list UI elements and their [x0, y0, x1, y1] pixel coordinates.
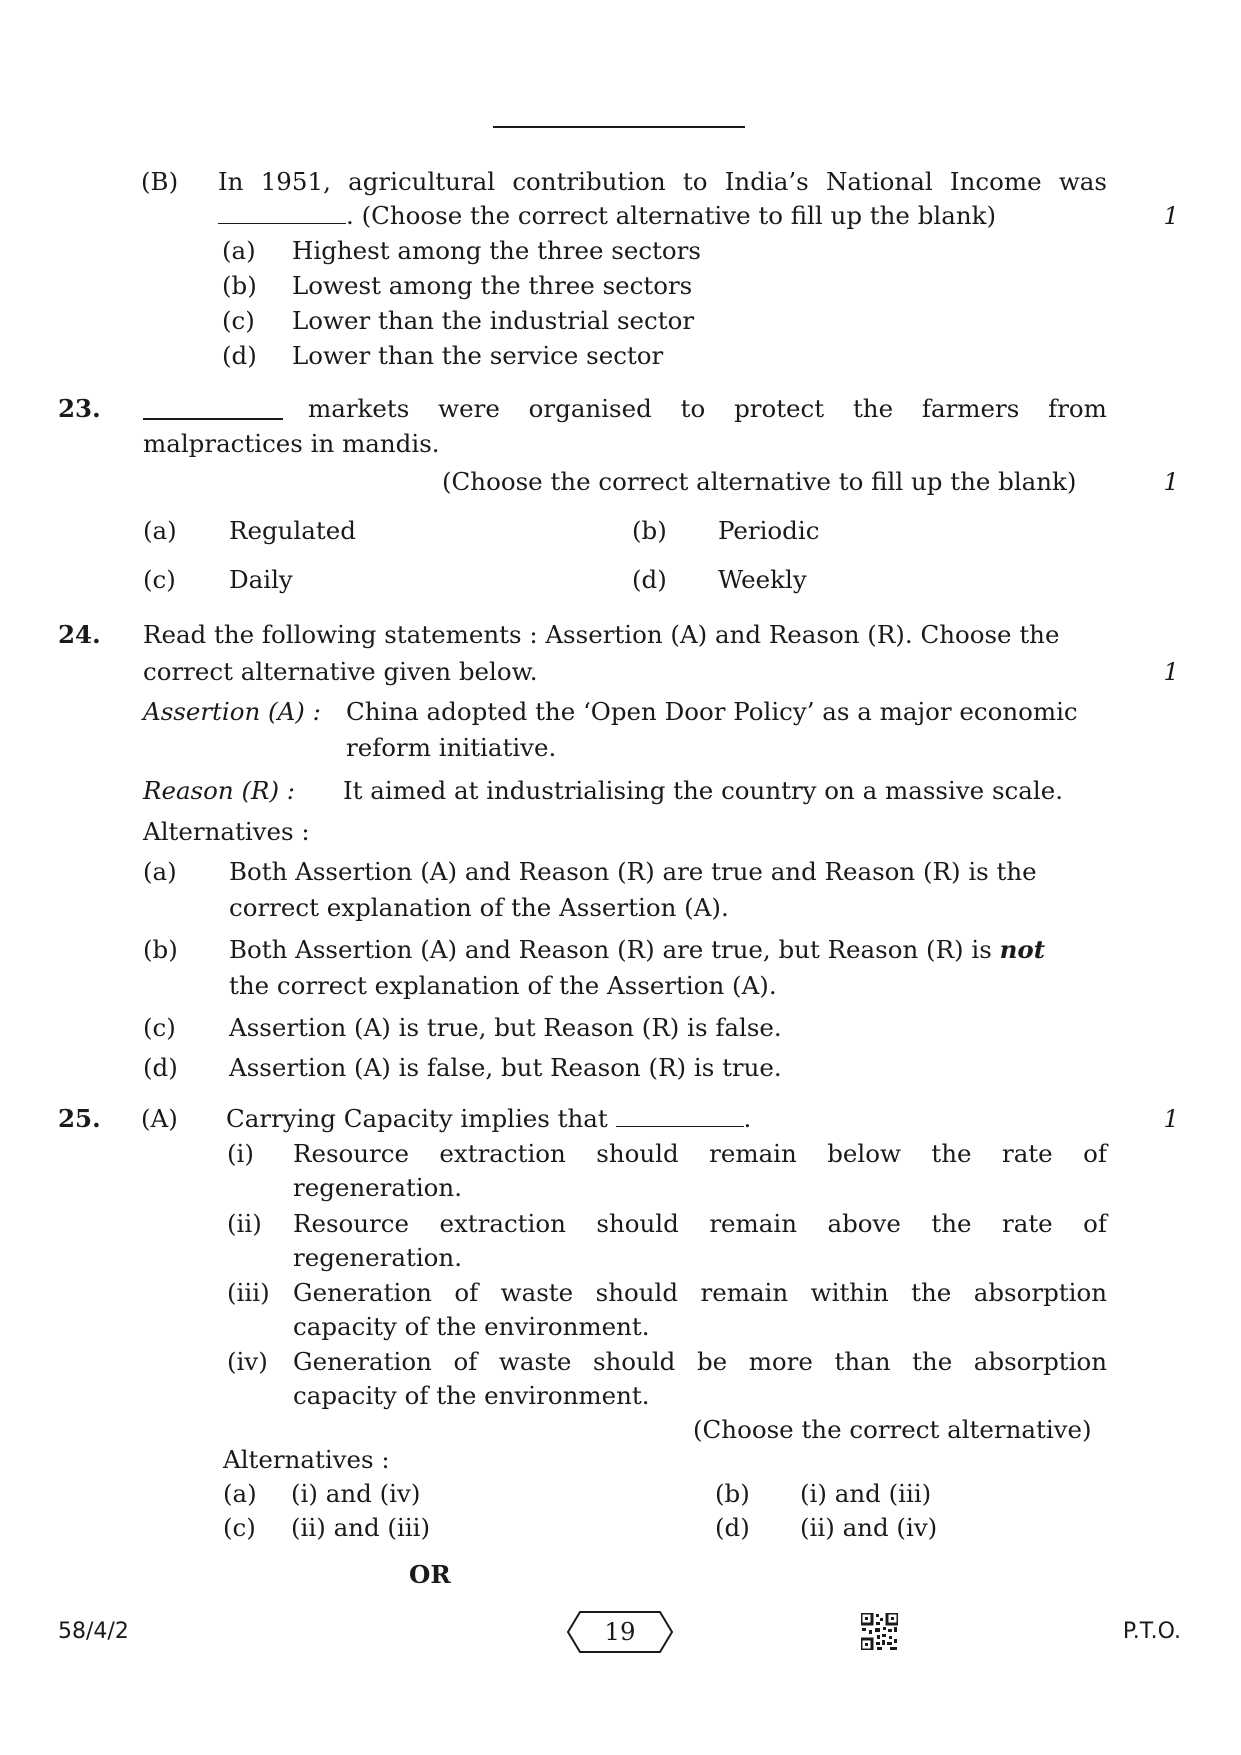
- q25-part: (A): [141, 1104, 178, 1133]
- q24-option-a-label: (a): [143, 857, 177, 886]
- word: the: [931, 1209, 972, 1238]
- word: extraction: [439, 1209, 566, 1238]
- word: was: [1058, 167, 1107, 196]
- q24-alternatives-label: Alternatives :: [143, 817, 310, 846]
- word: Resource: [293, 1139, 409, 1168]
- q23-option-b-text: Periodic: [718, 516, 820, 545]
- q22b-instruction: . (Choose the correct alternative to fill up the blank): [346, 201, 997, 230]
- q24-option-c-text: Assertion (A) is true, but Reason (R) is false.: [229, 1013, 782, 1042]
- word: remain: [709, 1209, 797, 1238]
- word: within: [810, 1278, 889, 1307]
- q25-number: 25.: [58, 1104, 101, 1133]
- statement-iv-label: (iv): [227, 1347, 268, 1376]
- word: 1951,: [260, 167, 331, 196]
- word: be: [696, 1347, 728, 1376]
- word: remain: [700, 1278, 789, 1307]
- word: absorption: [973, 1278, 1107, 1307]
- word: organised: [528, 394, 652, 423]
- q24-option-b-line2: the correct explanation of the Assertion (A).: [229, 971, 777, 1000]
- word: should: [596, 1209, 679, 1238]
- top-rule: [493, 126, 745, 128]
- statement-i-line2: regeneration.: [293, 1173, 462, 1202]
- reason-label: Reason (R) :: [143, 776, 296, 805]
- word: to: [680, 394, 706, 423]
- word: National: [825, 167, 933, 196]
- statement-i-line1: [293, 1139, 1107, 1169]
- statement-ii-line1: [293, 1209, 1107, 1239]
- q24-option-a-line2: correct explanation of the Assertion (A).: [229, 893, 729, 922]
- q24-line2: correct alternative given below.: [143, 657, 538, 686]
- q24-line1: Read the following statements : Assertion (A) and Reason (R). Choose the: [143, 620, 1060, 649]
- assertion-label: Assertion (A) :: [143, 697, 321, 726]
- fill-blank: [143, 418, 283, 420]
- q25-instruction: (Choose the correct alternative): [693, 1415, 1092, 1444]
- q23-line1: [308, 394, 1107, 424]
- word: to: [682, 167, 708, 196]
- q23-line2: malpractices in mandis.: [143, 429, 440, 458]
- word: than: [834, 1347, 891, 1376]
- word: extraction: [439, 1139, 566, 1168]
- word: contribution: [512, 167, 666, 196]
- q23-marks: 1: [1163, 467, 1179, 496]
- word: should: [596, 1139, 679, 1168]
- word: Resource: [293, 1209, 409, 1238]
- fill-blank: [218, 205, 346, 224]
- word: waste: [498, 1347, 572, 1376]
- word: the: [912, 1347, 953, 1376]
- word: protect: [734, 394, 825, 423]
- word: Income: [949, 167, 1042, 196]
- word: waste: [500, 1278, 574, 1307]
- q22b-option-a-text: Highest among the three sectors: [292, 236, 701, 265]
- assertion-line2: reform initiative.: [346, 733, 557, 762]
- q25-option-c-text: (ii) and (iii): [291, 1513, 431, 1542]
- word: markets: [308, 394, 410, 423]
- q23-option-c-text: Daily: [229, 565, 293, 594]
- q24-option-b-line1: [229, 935, 1045, 965]
- word: the: [931, 1139, 972, 1168]
- q22b-option-a-label: (a): [222, 236, 256, 265]
- word: remain: [709, 1139, 797, 1168]
- q23-option-d-label: (d): [632, 565, 667, 594]
- q25-option-c-label: (c): [223, 1513, 256, 1542]
- q23-option-d-text: Weekly: [718, 565, 807, 594]
- word: rate: [1002, 1209, 1053, 1238]
- statement-iv-line1: [293, 1347, 1107, 1377]
- word: were: [438, 394, 500, 423]
- q24-option-b-label: (b): [143, 935, 178, 964]
- q25-option-a-label: (a): [223, 1479, 257, 1508]
- q24-option-b-line1-text: Both Assertion (A) and Reason (R) are true, but Reason (R) is: [229, 935, 1000, 964]
- paper-code: 58/4/2: [58, 1619, 129, 1644]
- q24-number: 24.: [58, 620, 101, 649]
- q24-option-c-label: (c): [143, 1013, 176, 1042]
- statement-ii-line2: regeneration.: [293, 1243, 462, 1272]
- q22b-option-c-text: Lower than the industrial sector: [292, 306, 695, 335]
- statement-iii-line2: capacity of the environment.: [293, 1312, 650, 1341]
- q22b-line1: [218, 167, 1107, 197]
- reason-text: It aimed at industrialising the country on a massive scale.: [343, 776, 1063, 805]
- word: Generation: [293, 1347, 432, 1376]
- q25-option-d-label: (d): [715, 1513, 750, 1542]
- q22b-option-b-text: Lowest among the three sectors: [292, 271, 693, 300]
- q24-option-d-text: Assertion (A) is false, but Reason (R) is true.: [229, 1053, 782, 1082]
- q23-number: 23.: [58, 394, 101, 423]
- q22b-option-d-text: Lower than the service sector: [292, 341, 664, 370]
- word: Generation: [293, 1278, 432, 1307]
- fill-blank: [616, 1108, 744, 1127]
- statement-iii-label: (iii): [227, 1278, 270, 1307]
- word: the: [911, 1278, 952, 1307]
- q23-option-c-label: (c): [143, 565, 176, 594]
- q22b-option-b-label: (b): [222, 271, 257, 300]
- or-separator: OR: [409, 1560, 451, 1589]
- q25-option-d-text: (ii) and (iv): [800, 1513, 938, 1542]
- word: the: [852, 394, 894, 423]
- word: agricultural: [348, 167, 496, 196]
- statement-ii-label: (ii): [227, 1209, 262, 1238]
- statement-i-label: (i): [227, 1139, 254, 1168]
- word: should: [595, 1278, 679, 1307]
- word: absorption: [973, 1347, 1107, 1376]
- q22b-label: (B): [141, 167, 179, 196]
- q25-stem: Carrying Capacity implies that .: [226, 1104, 752, 1133]
- qr-code-icon: [861, 1613, 898, 1650]
- pto-label: P.T.O.: [1122, 1619, 1181, 1644]
- q24-option-d-label: (d): [143, 1053, 178, 1082]
- word: India’s: [724, 167, 809, 196]
- q22b-option-d-label: (d): [222, 341, 257, 370]
- q22b-option-c-label: (c): [222, 306, 255, 335]
- q23-option-a-label: (a): [143, 516, 177, 545]
- statement-iv-line2: capacity of the environment.: [293, 1381, 650, 1410]
- q23-instruction: (Choose the correct alternative to fill up the blank): [442, 467, 1077, 496]
- q24-marks: 1: [1163, 657, 1179, 686]
- q25-option-a-text: (i) and (iv): [291, 1479, 421, 1508]
- word: farmers: [921, 394, 1020, 423]
- q23-option-a-text: Regulated: [229, 516, 356, 545]
- word: from: [1048, 394, 1107, 423]
- q25-option-b-label: (b): [715, 1479, 750, 1508]
- q25-stem-text: Carrying Capacity implies that: [226, 1104, 608, 1133]
- q23-option-b-label: (b): [632, 516, 667, 545]
- word: In: [218, 167, 244, 196]
- word: below: [827, 1139, 901, 1168]
- word: rate: [1001, 1139, 1053, 1168]
- q22b-marks: 1: [1163, 201, 1179, 230]
- q24-option-a-line1: Both Assertion (A) and Reason (R) are true and Reason (R) is the: [229, 857, 1037, 886]
- q25-marks: 1: [1163, 1104, 1179, 1133]
- word: of: [453, 1347, 478, 1376]
- word: should: [592, 1347, 676, 1376]
- statement-iii-line1: [293, 1278, 1107, 1308]
- word: of: [454, 1278, 479, 1307]
- word: above: [827, 1209, 901, 1238]
- word: more: [748, 1347, 813, 1376]
- emphasis-not: not: [999, 935, 1046, 964]
- assertion-line1: China adopted the ‘Open Door Policy’ as a major economic: [346, 697, 1078, 726]
- word: of: [1083, 1209, 1107, 1238]
- page-number: 19: [604, 1617, 636, 1646]
- q25-alternatives-label: Alternatives :: [223, 1445, 390, 1474]
- q25-option-b-text: (i) and (iii): [800, 1479, 932, 1508]
- q22b-line2: [218, 201, 996, 231]
- word: of: [1083, 1139, 1107, 1168]
